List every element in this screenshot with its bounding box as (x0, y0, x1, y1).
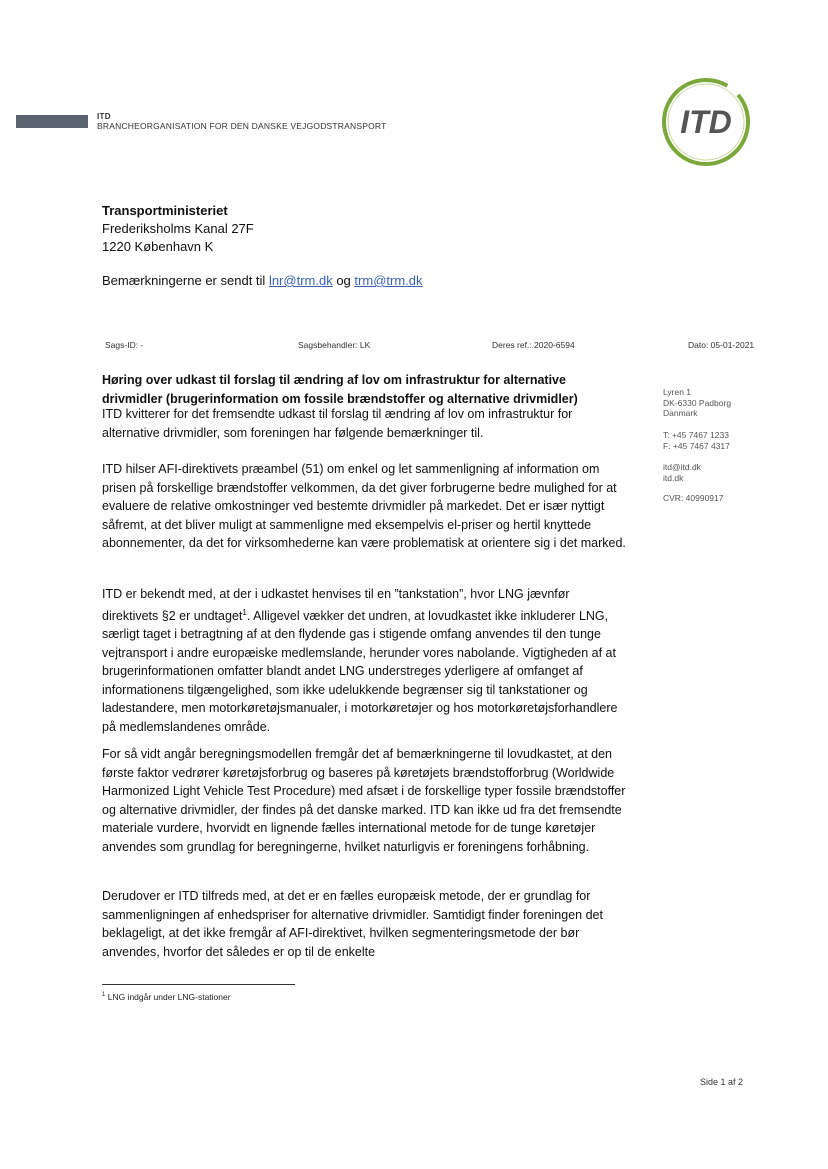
org-full-name: BRANCHEORGANISATION FOR DEN DANSKE VEJGODSTRANSPORT (97, 121, 387, 131)
header-bar (16, 115, 88, 128)
address-line-3: Danmark (663, 408, 698, 418)
paragraph-4: Derudover er ITD tilfreds med, at det er en fælles europæisk metode, der er grundlag for sammenligningen af enhedspriser for alternative drivmidler. Samtidigt finder foreningen det beklageligt, at det ikke fremgår af AFI-direktivet, hvilken segmenteringsmetode der bør anvendes, hvorfor det således er op til de enkelte (102, 889, 603, 959)
intro-paragraph: ITD kvitterer for det fremsendte udkast til forslag til ændring af lov om infrastruktur for alternative drivmidler, som foreningen har følgende bemærkninger til. (102, 407, 573, 440)
email-link-trm[interactable]: trm@trm.dk (354, 273, 423, 288)
address-line-2: DK-6330 Padborg (663, 397, 732, 408)
sent-connector: og (336, 273, 351, 288)
footnote-divider (102, 984, 295, 985)
deres-ref: Deres ref.: 2020-6594 (492, 340, 575, 350)
footnote-text: LNG indgår under LNG-stationer (107, 992, 231, 1002)
recipient-name: Transportministeriet (102, 203, 228, 218)
paragraph-2-rest: . Alligevel vækker det undren, at lovudkastet ikke inkluderer LNG, særligt taget i betragtning af at den flydende gas i stigende omfang anvendes til den tunge vejtransport i andre europæiske medlemslande, herunder vores nabolande. Vigtigheden af at brugerinformationen omfatter blandt andet LNG understreges yderligere af omfanget af informationens tilgængelighed, som ikke udelukkende begrænser sig til tankstationer og ladestandere, men motorkøretøjsmanualer, i motorkøretøjer og hos motorkøretøjsforhandlere på medlemslandenes område. (102, 608, 618, 734)
recipient-city: 1220 København K (102, 239, 214, 254)
sent-to-line (102, 273, 423, 288)
sidebar-phones (663, 430, 730, 451)
sags-id: Sags-ID: - (105, 340, 144, 350)
org-short-name: ITD (97, 112, 111, 121)
sidebar-contact (663, 462, 701, 483)
page-number: Side 1 af 2 (700, 1077, 744, 1087)
footnote-ref: 1 (242, 607, 247, 617)
paragraph-2 (102, 585, 627, 736)
paragraph-3: For så vidt angår beregningsmodellen fremgår det af bemærkningerne til lovudkastet, at den første faktor vedrører køretøjsforbrug og baseres på køretøjets brændstofforbrug (Worldwide Harmonized Light Vehicle Test Procedure) med afsæt i de forskellige typer fossile brændstoffer og alternative drivmidler, der findes på det danske marked. ITD kan ikke ud fra det fremsendte materiale vurdere, hvorvidt en lignende fælles international metode for de tunge køretøjer anvendes som grundlag for beregningerne, hvilket naturligvis er foreningens forhåbning. (102, 747, 626, 854)
itd-logo (660, 76, 752, 168)
date: Dato: 05-01-2021 (688, 340, 755, 350)
contact-email: itd@itd.dk (663, 462, 701, 472)
footnote-number: 1 (102, 992, 106, 999)
svg-text:ITD: ITD (680, 104, 732, 140)
footnote (102, 992, 231, 1002)
cvr-number: CVR: 40990917 (663, 493, 724, 503)
letter-heading: Høring over udkast til forslag til ændring af lov om infrastruktur for alternative drivmidler (brugerinformation om fossile brændstoffer og alternative drivmidler) (102, 373, 578, 406)
address-line-1: Lyren 1 (663, 387, 692, 397)
fax: F: +45 7467 4317 (663, 440, 730, 451)
website: itd.dk (663, 472, 684, 483)
sagsbehandler: Sagsbehandler: LK (298, 340, 371, 350)
paragraph-1: ITD hilser AFI-direktivets præambel (51) om enkel og let sammenligning af information om prisen på forskellige brændstoffer velkommen, da det giver forbrugerne bedre mulighed for at evaluere de relative omkostninger ved bestemte drivmidler på markedet. Det er især nyttigt såfremt, at det bliver muligt at sammenligne med eksempelvis el-priser og hertil knyttede abonnementer, da det for virksomhederne kan være problematisk at orientere sig i det marked. (102, 462, 626, 550)
phone: T: +45 7467 1233 (663, 430, 729, 440)
paragraph-2-start: ITD er bekendt med, at der i udkastet henvises til en ”tankstation”, hvor LNG jævnfør direktivets §2 er undtaget (102, 587, 570, 623)
sent-prefix: Bemærkningerne er sendt til (102, 273, 266, 288)
recipient-street: Frederiksholms Kanal 27F (102, 221, 254, 236)
sidebar-address (663, 387, 731, 419)
email-link-lnr[interactable]: lnr@trm.dk (268, 273, 333, 288)
